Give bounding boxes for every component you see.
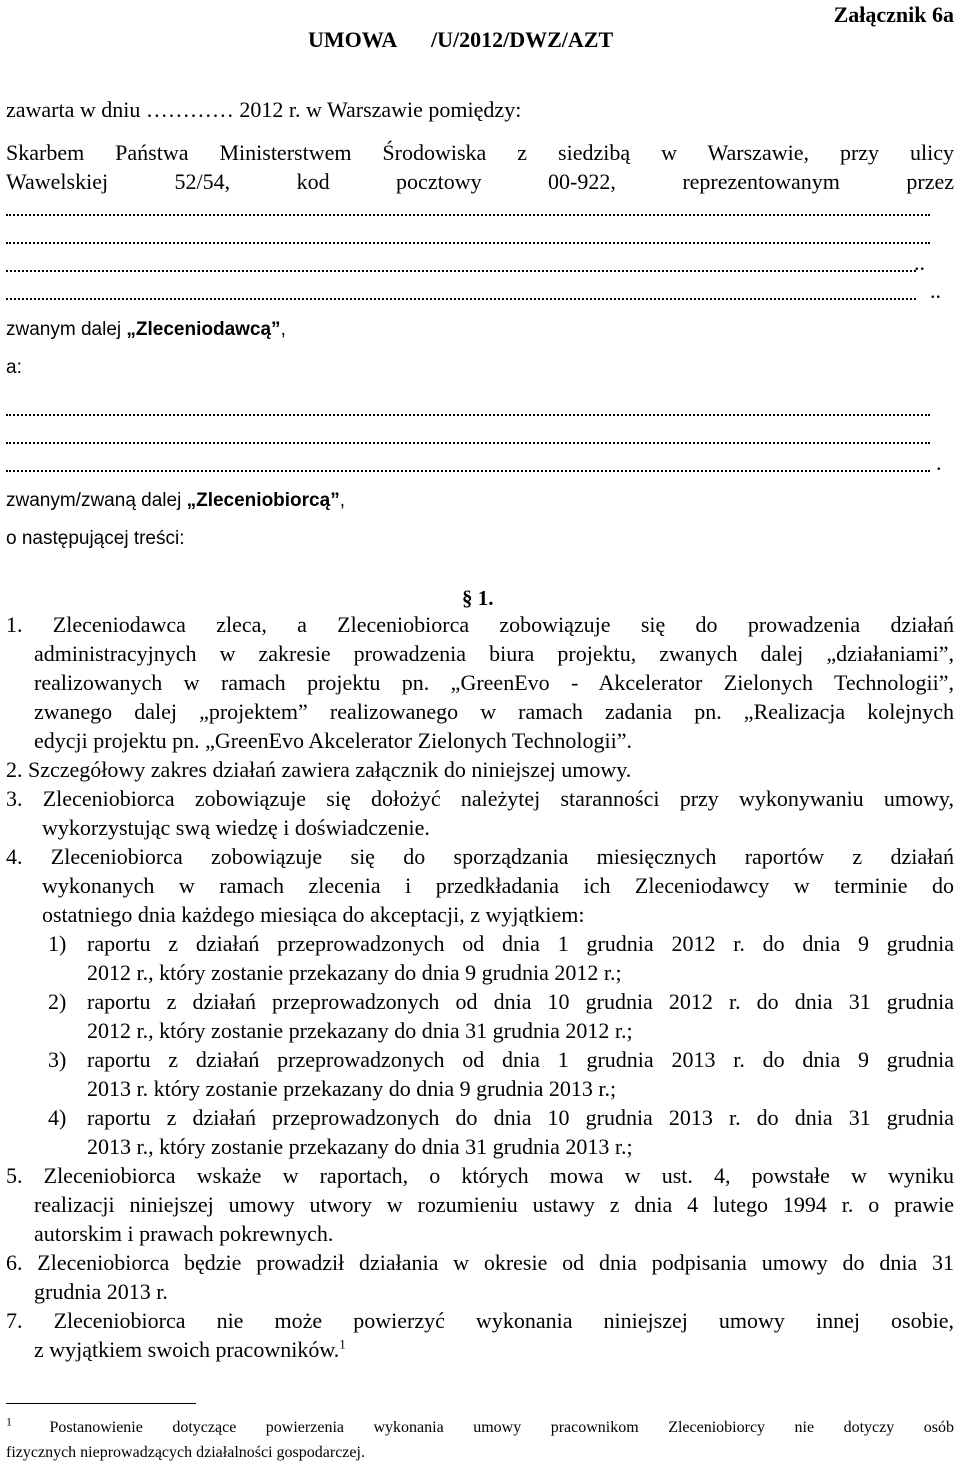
report3-line2: 2013 r. który zostanie przekazany do dnia 9 grudnia 2013 r.;: [87, 1076, 617, 1101]
section-heading: § 1.: [462, 586, 494, 610]
report4-line1: raportu z działań przeprowadzonych do dnia 10 grudnia 2013 r. do dnia 31 grudnia: [87, 1105, 954, 1130]
report4-line2: 2013 r., który zostanie przekazany do dnia 31 grudnia 2013 r.;: [87, 1134, 633, 1159]
party1-line2: Wawelskiej 52/54, kod pocztowy 00-922, reprezentowanym przez: [6, 169, 954, 194]
zleceniobiorca-definition: [6, 489, 345, 513]
para3-line1: 3. Zleceniobiorca zobowiązuje się dołożyć należytej staranności przy wykonywaniu umowy,: [6, 786, 954, 811]
report2-number: 2): [48, 989, 67, 1014]
zleceniobiorca-prefix: zwanym/zwaną dalej: [6, 490, 187, 511]
contract-title: [308, 27, 613, 53]
para4-line2: wykonanych w ramach zlecenia i przedkładania ich Zleceniodawcy w terminie do: [42, 873, 954, 898]
dotted-line-end-1: ..: [914, 250, 925, 275]
report3-line1: raportu z działań przeprowadzonych od dnia 1 grudnia 2013 r. do dnia 9 grudnia: [87, 1047, 954, 1072]
party1-line1: Skarbem Państwa Ministerstwem Środowiska z siedzibą w Warszawie, przy ulicy: [6, 140, 954, 165]
dotted-line-end-2: ..: [930, 278, 941, 303]
report2-line2: 2012 r., który zostanie przekazany do dnia 31 grudnia 2012 r.;: [87, 1018, 633, 1043]
contractor-dotted-line-3: [6, 470, 930, 472]
para1-line5: edycji projektu pn. „GreenEvo Akcelerator Zielonych Technologii”.: [34, 728, 632, 753]
para5-line1: 5. Zleceniobiorca wskaże w raportach, o których mowa w ust. 4, powstałe w wyniku: [6, 1163, 954, 1188]
footnote-line2: fizycznych nieprowadzących działalności gospodarczej.: [6, 1444, 365, 1461]
para4-line3: ostatniego dnia każdego miesiąca do akceptacji, z wyjątkiem:: [42, 902, 585, 927]
representative-dotted-line-2: [6, 242, 930, 244]
zleceniodawca-definition: [6, 318, 286, 342]
para7-line2-text: z wyjątkiem swoich pracowników.: [34, 1337, 340, 1362]
second-party-label: a:: [6, 357, 22, 378]
representative-dotted-line-4: [6, 298, 916, 300]
contractor-dotted-line-1: [6, 414, 930, 416]
contract-date-line: zawarta w dniu ………… 2012 r. w Warszawie pomiędzy:: [6, 97, 522, 122]
zleceniobiorca-name: „Zleceniobiorcą”: [186, 490, 340, 511]
para6-line2: grudnia 2013 r.: [34, 1279, 168, 1304]
para3-line2: wykorzystując swą wiedzę i doświadczenie.: [42, 815, 430, 840]
para5-line2: realizacji niniejszej umowy utwory w rozumieniu ustawy z dnia 4 lutego 1994 r. o prawie: [34, 1192, 954, 1217]
report4-number: 4): [48, 1105, 67, 1130]
para1-line1: 1. Zleceniodawca zleca, a Zleceniobiorca zobowiązuje się do prowadzenia działań: [6, 612, 954, 637]
footnote-text-line1: Postanowienie dotyczące powierzenia wykonania umowy pracownikom Zleceniobiorcy nie dotyczy osób: [49, 1419, 954, 1436]
para6-line1: 6. Zleceniobiorca będzie prowadził działania w okresie od dnia podpisania umowy do dnia 31: [6, 1250, 954, 1275]
report3-number: 3): [48, 1047, 67, 1072]
following-content-label: o następującej treści:: [6, 528, 185, 549]
para7-line2: [34, 1337, 346, 1363]
zleceniobiorca-suffix: ,: [339, 490, 345, 511]
para7-line1: 7. Zleceniobiorca nie może powierzyć wykonania niniejszej umowy innej osobie,: [6, 1308, 954, 1333]
zleceniodawca-suffix: ,: [280, 319, 286, 340]
para1-line3: realizowanych w ramach projektu pn. „GreenEvo - Akcelerator Zielonych Technologii”,: [34, 670, 954, 695]
contractor-dotted-line-2: [6, 442, 930, 444]
report2-line1: raportu z działań przeprowadzonych od dnia 10 grudnia 2012 r. do dnia 31 grudnia: [87, 989, 954, 1014]
contract-title-label: UMOWA: [308, 27, 396, 52]
para1-line2: administracyjnych w zakresie prowadzenia biura projektu, zwanych dalej „działaniami”,: [34, 641, 954, 666]
para1-line4: zwanego dalej „projektem” realizowanego w ramach zadania pn. „Realizacja kolejnych: [34, 699, 954, 724]
footnote-marker: 1: [6, 1414, 12, 1429]
report1-line1: raportu z działań przeprowadzonych od dnia 1 grudnia 2012 r. do dnia 9 grudnia: [87, 931, 954, 956]
footnote-line1: [6, 1414, 954, 1438]
zleceniodawca-prefix: zwanym dalej: [6, 319, 127, 340]
report1-number: 1): [48, 931, 67, 956]
para2-line1: 2. Szczegółowy zakres działań zawiera załącznik do niniejszej umowy.: [6, 757, 632, 782]
representative-dotted-line-1: [6, 214, 930, 216]
para5-line3: autorskim i prawach pokrewnych.: [34, 1221, 334, 1246]
footnote-reference[interactable]: 1: [339, 1336, 346, 1352]
attachment-label: Załącznik 6a: [833, 2, 954, 27]
footnote-separator: [6, 1403, 196, 1404]
dotted-line-end-3: .: [936, 450, 942, 475]
representative-dotted-line-3: [6, 270, 916, 272]
report1-line2: 2012 r., który zostanie przekazany do dnia 9 grudnia 2012 r.;: [87, 960, 622, 985]
zleceniodawca-name: „Zleceniodawcą”: [126, 319, 281, 340]
para4-line1: 4. Zleceniobiorca zobowiązuje się do sporządzania miesięcznych raportów z działań: [6, 844, 954, 869]
contract-number: /U/2012/DWZ/AZT: [431, 27, 614, 52]
